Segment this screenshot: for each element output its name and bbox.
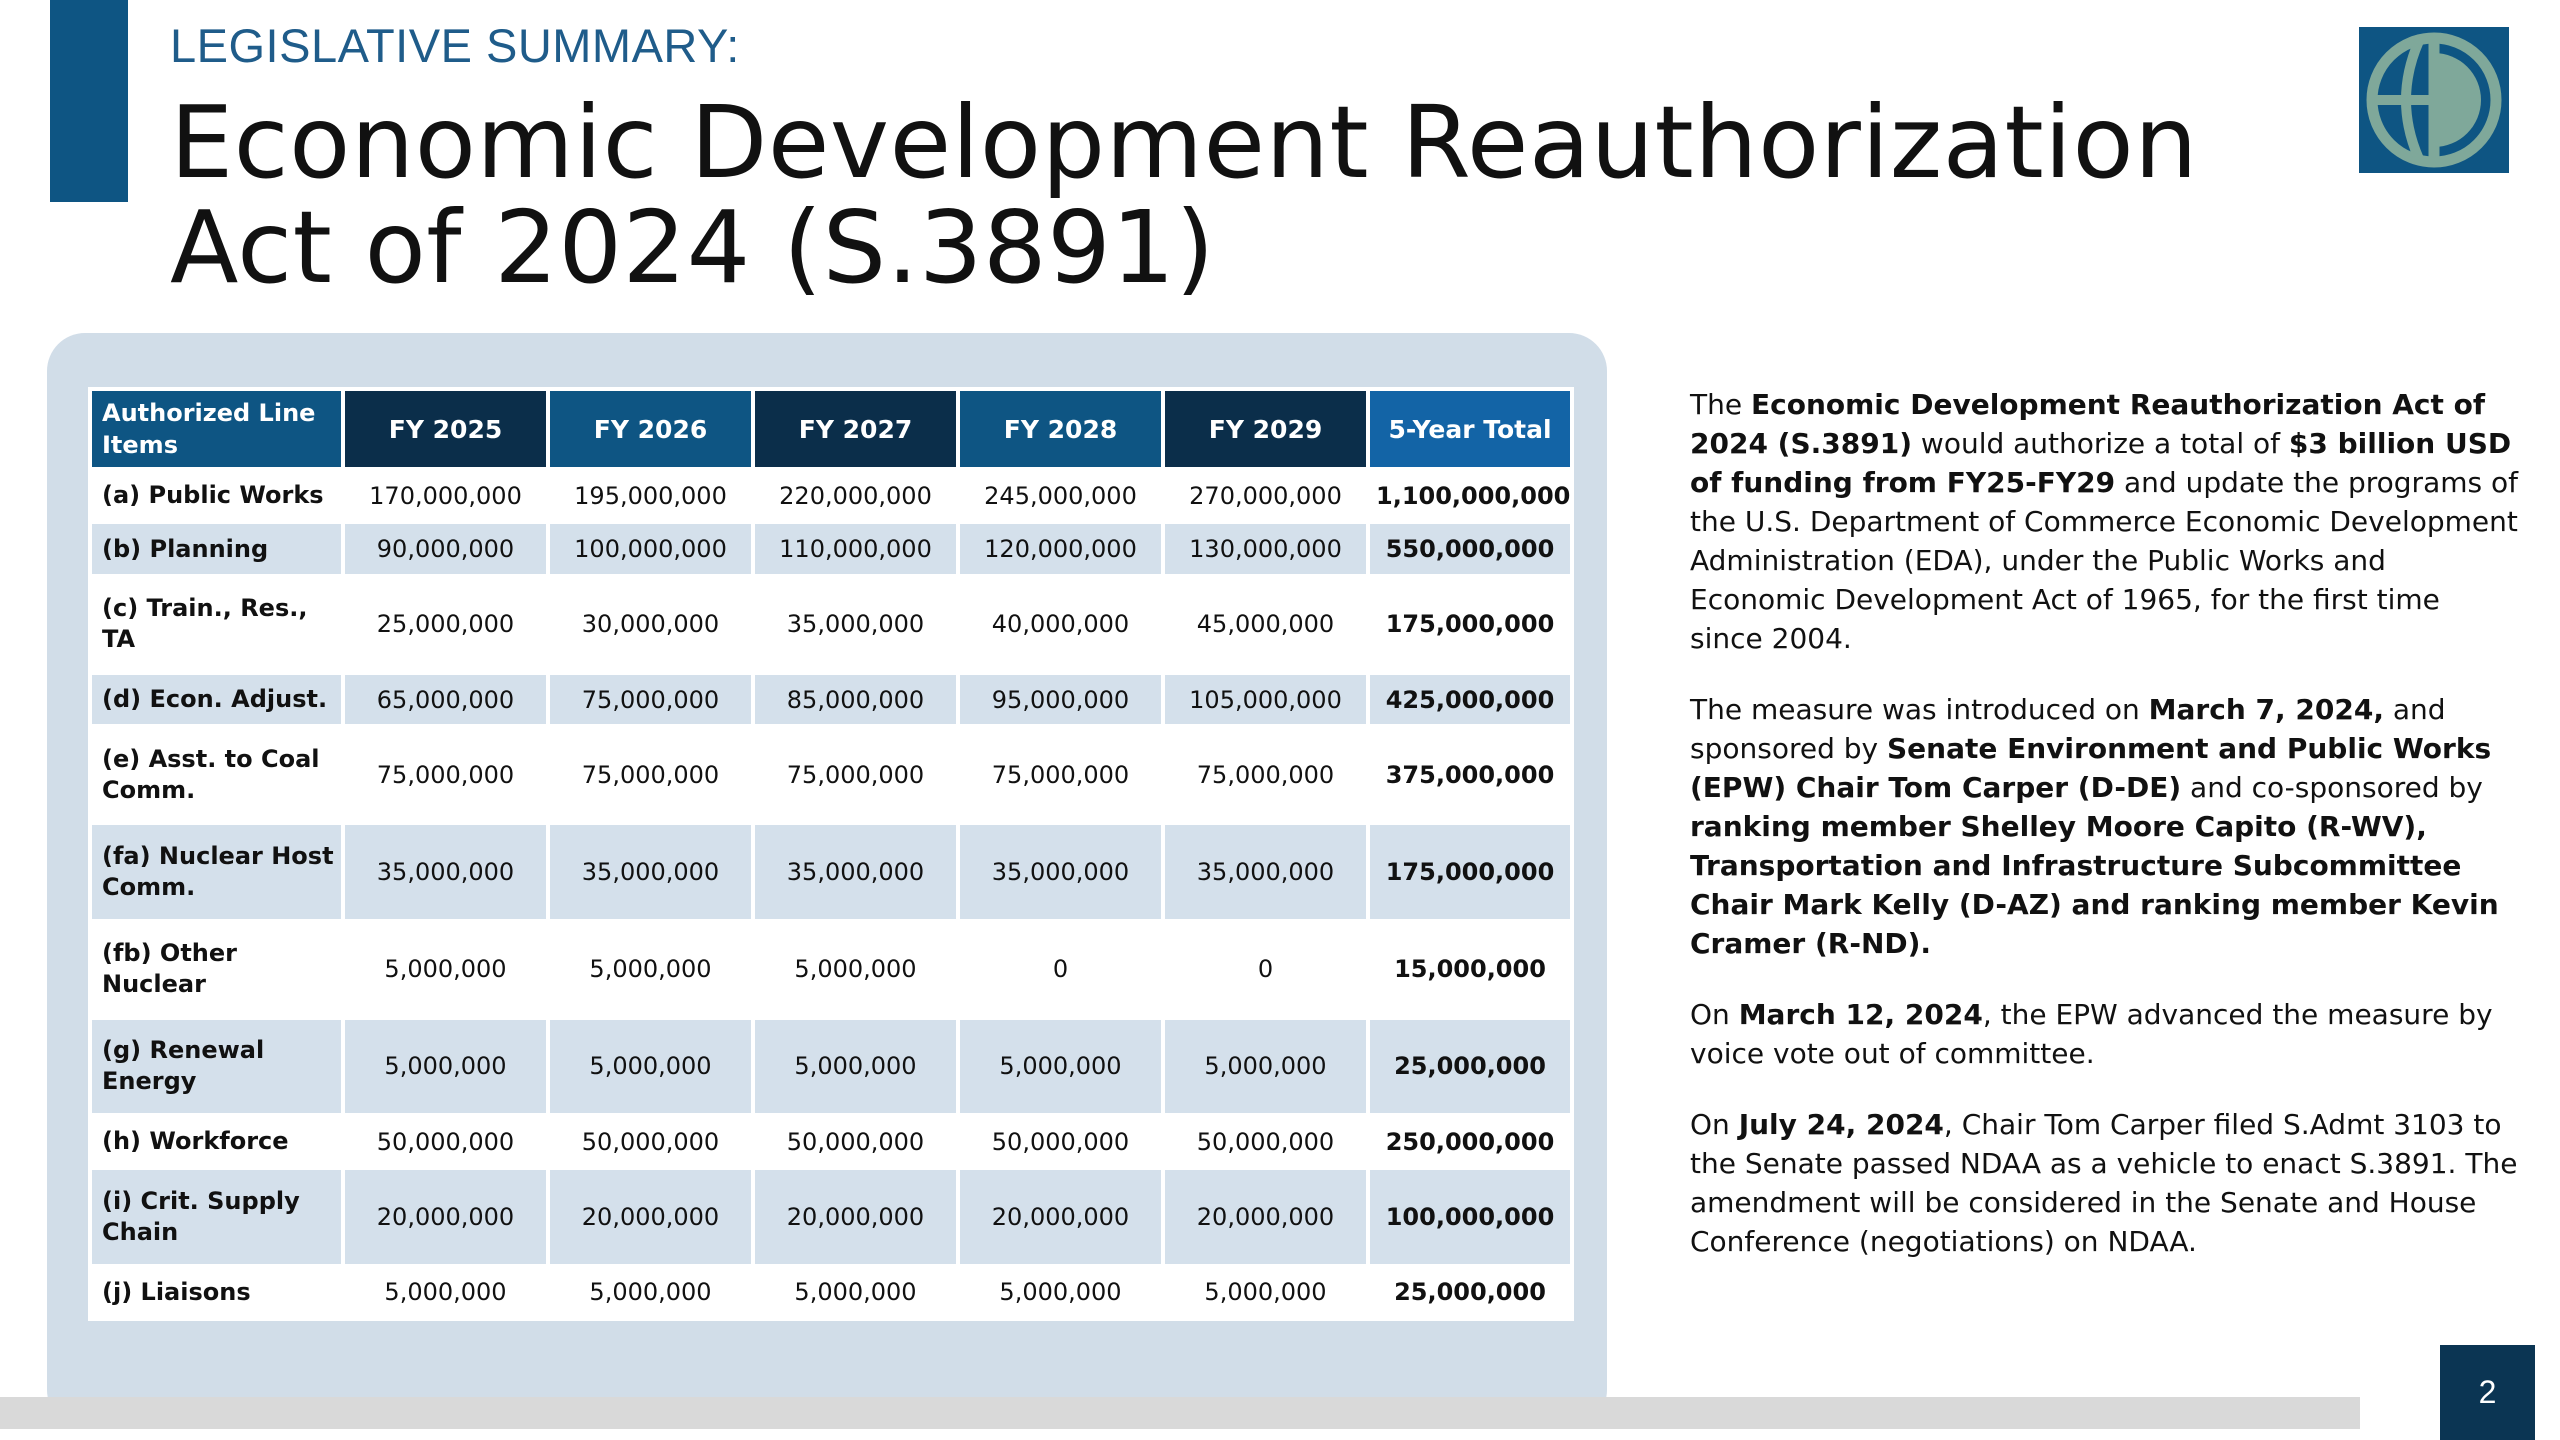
row-value: 35,000,000	[550, 825, 751, 918]
summary-paragraph	[1690, 995, 2520, 1073]
row-value: 30,000,000	[550, 578, 751, 671]
row-value: 40,000,000	[960, 578, 1161, 671]
row-value: 100,000,000	[550, 524, 751, 573]
row-value: 75,000,000	[960, 728, 1161, 821]
row-value: 5,000,000	[345, 923, 546, 1016]
row-label: (j) Liaisons	[92, 1268, 341, 1318]
row-total: 175,000,000	[1370, 578, 1570, 671]
summary-text-run: , the EPW advanced the measure by voice vote out of committee.	[1690, 998, 2493, 1070]
table-row	[92, 1170, 1570, 1263]
header-fy2028: FY 2028	[960, 391, 1161, 467]
table-row	[92, 471, 1570, 520]
row-value: 170,000,000	[345, 471, 546, 520]
row-value: 110,000,000	[755, 524, 956, 573]
row-total: 15,000,000	[1370, 923, 1570, 1016]
summary-bold-run: Economic Development Reauthorization Act of 2024 (S.3891)	[1690, 388, 2486, 460]
row-value: 120,000,000	[960, 524, 1161, 573]
row-value: 5,000,000	[960, 1020, 1161, 1113]
accent-bar	[50, 0, 128, 202]
title-line-2: Act of 2024 (S.3891)	[170, 189, 1215, 306]
header-fy2027: FY 2027	[755, 391, 956, 467]
row-label: (h) Workforce	[92, 1117, 341, 1166]
row-value: 50,000,000	[550, 1117, 751, 1166]
row-value: 5,000,000	[755, 1020, 956, 1113]
row-value: 0	[1165, 923, 1366, 1016]
authorization-table	[88, 387, 1574, 1321]
row-value: 5,000,000	[1165, 1020, 1366, 1113]
row-total: 25,000,000	[1370, 1020, 1570, 1113]
summary-paragraph	[1690, 385, 2520, 658]
row-value: 20,000,000	[755, 1170, 956, 1263]
table-row	[92, 825, 1570, 918]
row-value: 5,000,000	[755, 923, 956, 1016]
header-fy2025: FY 2025	[345, 391, 546, 467]
row-value: 270,000,000	[1165, 471, 1366, 520]
row-value: 65,000,000	[345, 675, 546, 724]
summary-text-run: would authorize a total of	[1912, 427, 2289, 460]
row-value: 35,000,000	[345, 825, 546, 918]
summary-text-run: and sponsored by	[1690, 693, 2446, 765]
summary-text-run: The	[1690, 388, 1751, 421]
table-row	[92, 1268, 1570, 1318]
row-value: 75,000,000	[550, 675, 751, 724]
table-row	[92, 578, 1570, 671]
row-value: 5,000,000	[550, 923, 751, 1016]
summary-bold-run: March 12, 2024	[1738, 998, 1983, 1031]
row-label: (g) Renewal Energy	[92, 1020, 341, 1113]
summary-text-run: and co-sponsored by	[2181, 771, 2483, 804]
row-value: 85,000,000	[755, 675, 956, 724]
row-value: 90,000,000	[345, 524, 546, 573]
row-label: (i) Crit. Supply Chain	[92, 1170, 341, 1263]
summary-bold-run: ranking member Shelley Moore Capito (R-WV), Transportation and Infrastructure Subcommittee Chair Mark Kelly (D-AZ) and ranking member Kevin Cramer (R-ND).	[1690, 810, 2499, 960]
slide-title	[170, 84, 2270, 306]
row-value: 0	[960, 923, 1161, 1016]
row-total: 175,000,000	[1370, 825, 1570, 918]
row-label: (fb) Other Nuclear	[92, 923, 341, 1016]
table-row	[92, 675, 1570, 724]
row-value: 5,000,000	[960, 1268, 1161, 1318]
row-value: 35,000,000	[1165, 825, 1366, 918]
header-line-items: Authorized Line Items	[92, 391, 341, 467]
row-value: 95,000,000	[960, 675, 1161, 724]
row-value: 50,000,000	[755, 1117, 956, 1166]
row-value: 5,000,000	[755, 1268, 956, 1318]
row-value: 25,000,000	[345, 578, 546, 671]
table-header-row	[92, 391, 1570, 467]
row-label: (a) Public Works	[92, 471, 341, 520]
row-value: 220,000,000	[755, 471, 956, 520]
row-value: 245,000,000	[960, 471, 1161, 520]
summary-bold-run: March 7, 2024,	[2148, 693, 2384, 726]
row-value: 5,000,000	[1165, 1268, 1366, 1318]
row-value: 5,000,000	[345, 1020, 546, 1113]
summary-text-run: The measure was introduced on	[1690, 693, 2149, 726]
slide-kicker: LEGISLATIVE SUMMARY:	[170, 19, 740, 72]
table-row	[92, 728, 1570, 821]
row-value: 50,000,000	[960, 1117, 1161, 1166]
globe-logo-icon	[2359, 27, 2509, 173]
page-number: 2	[2440, 1345, 2535, 1440]
row-total: 375,000,000	[1370, 728, 1570, 821]
table-row	[92, 1117, 1570, 1166]
row-value: 50,000,000	[345, 1117, 546, 1166]
row-label: (d) Econ. Adjust.	[92, 675, 341, 724]
title-line-1: Economic Development Reauthorization	[170, 84, 2199, 201]
summary-text-run: On	[1690, 1108, 1739, 1141]
header-5-year-total: 5-Year Total	[1370, 391, 1570, 467]
row-value: 20,000,000	[1165, 1170, 1366, 1263]
row-value: 20,000,000	[550, 1170, 751, 1263]
row-value: 195,000,000	[550, 471, 751, 520]
row-value: 5,000,000	[550, 1020, 751, 1113]
row-label: (fa) Nuclear Host Comm.	[92, 825, 341, 918]
row-value: 45,000,000	[1165, 578, 1366, 671]
row-value: 35,000,000	[755, 578, 956, 671]
summary-bold-run: $3 billion USD of funding from FY25-FY29	[1690, 427, 2512, 499]
row-total: 1,100,000,000	[1370, 471, 1570, 520]
summary-text-run: and update the programs of the U.S. Department of Commerce Economic Development Administration (EDA), under the Public Works and Economic Development Act of 1965, for the first time since 2004.	[1690, 466, 2518, 655]
row-value: 105,000,000	[1165, 675, 1366, 724]
header-fy2026: FY 2026	[550, 391, 751, 467]
row-value: 35,000,000	[960, 825, 1161, 918]
row-value: 5,000,000	[345, 1268, 546, 1318]
row-label: (c) Train., Res., TA	[92, 578, 341, 671]
summary-text-run: , Chair Tom Carper filed S.Admt 3103 to the Senate passed NDAA as a vehicle to enact S.3891. The amendment will be considered in the Senate and House Conference (negotiations) on NDAA.	[1690, 1108, 2518, 1258]
row-total: 425,000,000	[1370, 675, 1570, 724]
row-value: 130,000,000	[1165, 524, 1366, 573]
summary-paragraph	[1690, 690, 2520, 963]
row-value: 50,000,000	[1165, 1117, 1366, 1166]
row-value: 20,000,000	[345, 1170, 546, 1263]
row-label: (b) Planning	[92, 524, 341, 573]
summary-bold-run: Senate Environment and Public Works (EPW) Chair Tom Carper (D-DE)	[1690, 732, 2492, 804]
table-row	[92, 1020, 1570, 1113]
row-value: 75,000,000	[550, 728, 751, 821]
row-value: 20,000,000	[960, 1170, 1161, 1263]
row-value: 75,000,000	[1165, 728, 1366, 821]
summary-bold-run: July 24, 2024	[1738, 1108, 1944, 1141]
summary-text-run: On	[1690, 998, 1739, 1031]
summary-paragraph	[1690, 1105, 2520, 1261]
header-fy2029: FY 2029	[1165, 391, 1366, 467]
row-value: 75,000,000	[345, 728, 546, 821]
row-total: 25,000,000	[1370, 1268, 1570, 1318]
row-total: 550,000,000	[1370, 524, 1570, 573]
row-total: 250,000,000	[1370, 1117, 1570, 1166]
row-total: 100,000,000	[1370, 1170, 1570, 1263]
footer-strip	[0, 1397, 2360, 1429]
table-row	[92, 923, 1570, 1016]
row-value: 5,000,000	[550, 1268, 751, 1318]
row-value: 75,000,000	[755, 728, 956, 821]
summary-text	[1690, 385, 2520, 1293]
table-row	[92, 524, 1570, 573]
row-label: (e) Asst. to Coal Comm.	[92, 728, 341, 821]
row-value: 35,000,000	[755, 825, 956, 918]
